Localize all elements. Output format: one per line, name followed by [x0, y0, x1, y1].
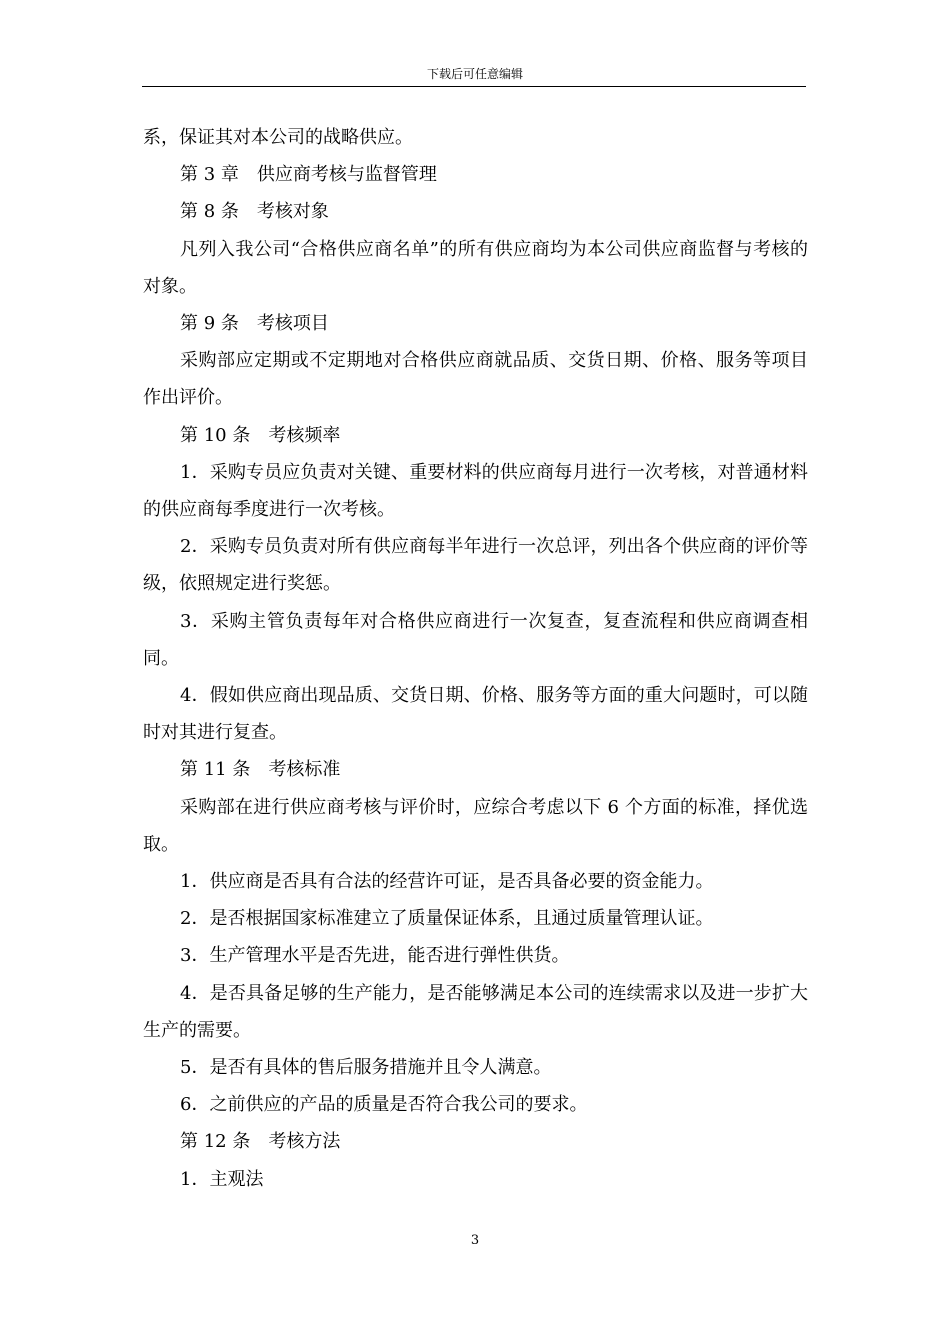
body-text [143, 119, 808, 1198]
paragraph: 第 11 条 考核标准 [180, 759, 341, 781]
paragraph: 第 8 条 考核对象 [180, 201, 329, 223]
paragraph: 1．主观法 [180, 1168, 264, 1190]
paragraph: 2．采购专员负责对所有供应商每半年进行一次总评，列出各个供应商的评价等级，依照规定进行奖惩。 [143, 536, 808, 595]
paragraph: 4．假如供应商出现品质、交货日期、价格、服务等方面的重大问题时，可以随时对其进行复查。 [143, 685, 808, 744]
paragraph: 2．是否根据国家标准建立了质量保证体系，且通过质量管理认证。 [180, 908, 714, 930]
paragraph: 第 9 条 考核项目 [180, 313, 329, 335]
header-rule [142, 86, 806, 87]
page-number: 3 [470, 1233, 480, 1248]
paragraph: 3．生产管理水平是否先进，能否进行弹性供货。 [180, 945, 570, 967]
paragraph: 第 10 条 考核频率 [180, 424, 341, 446]
paragraph: 6．之前供应的产品的质量是否符合我公司的要求。 [180, 1094, 588, 1116]
paragraph: 凡列入我公司“合格供应商名单”的所有供应商均为本公司供应商监督与考核的对象。 [143, 238, 808, 297]
paragraph: 3．采购主管负责每年对合格供应商进行一次复查，复查流程和供应商调查相同。 [143, 610, 808, 669]
paragraph: 4．是否具备足够的生产能力，是否能够满足本公司的连续需求以及进一步扩大生产的需要。 [143, 982, 808, 1041]
page-header: 下载后可任意编辑 [426, 67, 523, 81]
paragraph: 系，保证其对本公司的战略供应。 [143, 127, 413, 148]
paragraph: 1．采购专员应负责对关键、重要材料的供应商每月进行一次考核，对普通材料的供应商每季度进行一次考核。 [143, 461, 808, 521]
paragraph: 第 12 条 考核方法 [180, 1131, 341, 1153]
paragraph: 第 3 章 供应商考核与监督管理 [180, 164, 437, 186]
paragraph: 采购部在进行供应商考核与评价时，应综合考虑以下 6 个方面的标准，择优选取。 [143, 796, 808, 855]
paragraph: 采购部应定期或不定期地对合格供应商就品质、交货日期、价格、服务等项目作出评价。 [143, 350, 808, 409]
paragraph: 1．供应商是否具有合法的经营许可证，是否具备必要的资金能力。 [180, 871, 714, 893]
paragraph: 5．是否有具体的售后服务措施并且令人满意。 [180, 1057, 552, 1079]
